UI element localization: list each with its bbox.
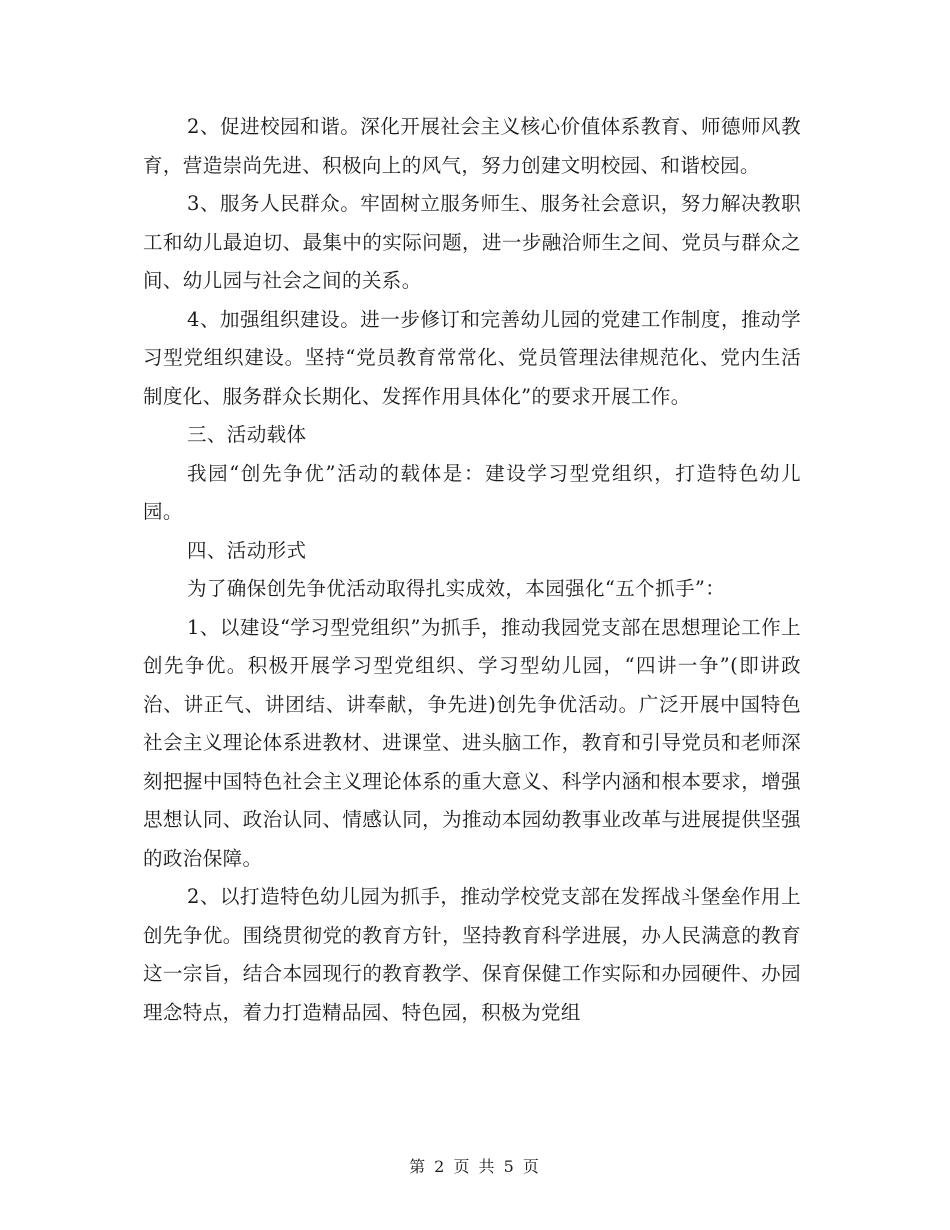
document-body <box>143 108 801 1032</box>
section-heading-activity-carrier: 三、活动载体 <box>187 423 307 446</box>
paragraph-learning-party-organization: 1、以建设“学习型党组织”为抓手，推动我园党支部在思想理论工作上创先争优。积极开展学习型党组织、学习型幼儿园，“四讲一争”(即讲政治、讲正气、讲团结、讲奉献，争先进)创先争优活动。广泛开展中国特色社会主义理论体系进教材、进课堂、进头脑工作，教育和引导党员和老师深刻把握中国特色社会主义理论体系的重大意义、科学内涵和根本要求，增强思想认同、政治认同、情感认同，为推动本园幼教事业改革与进展提供坚强的政治保障。 <box>143 615 801 870</box>
paragraph-characteristic-kindergarten: 2、以打造特色幼儿园为抓手，推动学校党支部在发挥战斗堡垒作用上创先争优。围绕贯彻党的教育方针，坚持教育科学进展，办人民满意的教育这一宗旨，结合本园现行的教育教学、保育保健工作实际和办园硬件、办园理念特点，着力打造精品园、特色园，积极为党组 <box>143 885 801 1024</box>
paragraph-organization-building: 4、加强组织建设。进一步修订和完善幼儿园的党建工作制度，推动学习型党组织建设。坚持“党员教育常常化、党员管理法律规范化、党内生活制度化、服务群众长期化、发挥作用具体化”的要求开展工作。 <box>143 307 801 408</box>
page-number-footer: 第 2 页 共 5 页 <box>409 1157 541 1176</box>
paragraph-activity-carrier: 我园“创先争优”活动的载体是：建设学习型党组织，打造特色幼儿园。 <box>143 461 801 523</box>
paragraph-serve-people: 3、服务人民群众。牢固树立服务师生、服务社会意识，努力解决教职工和幼儿最迫切、最集中的实际问题，进一步融洽师生之间、党员与群众之间、幼儿园与社会之间的关系。 <box>143 192 801 292</box>
paragraph-five-focuses: 为了确保创先争优活动取得扎实成效，本园强化“五个抓手”： <box>187 577 726 600</box>
section-heading-activity-form: 四、活动形式 <box>187 538 307 562</box>
paragraph-promote-harmony: 2、促进校园和谐。深化开展社会主义核心价值体系教育、师德师风教育，营造崇尚先进、积极向上的风气，努力创建文明校园、和谐校园。 <box>143 115 801 177</box>
